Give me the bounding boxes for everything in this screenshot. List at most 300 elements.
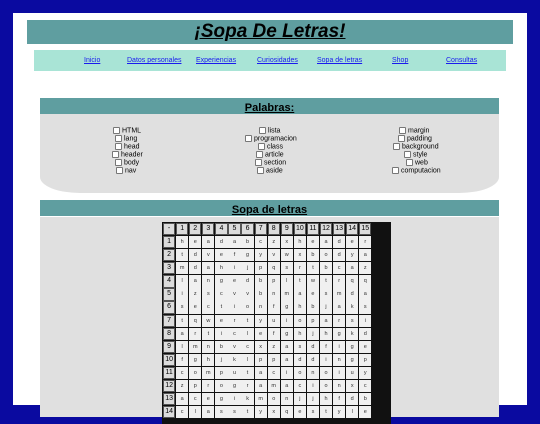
grid-letter-cell[interactable]: a <box>359 249 371 261</box>
word-label: head <box>124 143 140 151</box>
grid-letter-cell[interactable]: l <box>189 406 201 418</box>
grid-letter-cell[interactable]: j <box>320 301 332 313</box>
grid-letter-cell[interactable]: m <box>176 262 188 274</box>
words-section-header <box>40 98 499 114</box>
word-item[interactable] <box>392 135 441 143</box>
grid-letter-cell[interactable]: x <box>294 249 306 261</box>
grid-letter-cell[interactable]: q <box>268 262 280 274</box>
grid-letter-cell[interactable]: a <box>281 354 293 366</box>
grid-letter-cell[interactable]: i <box>228 262 240 274</box>
grid-letter-cell[interactable]: j <box>307 328 319 340</box>
grid-column-header: 14 <box>346 223 358 235</box>
grid-letter-cell[interactable]: m <box>189 341 201 353</box>
grid-letter-cell[interactable]: h <box>294 328 306 340</box>
grid-letter-cell[interactable]: i <box>333 367 345 379</box>
page <box>13 13 527 416</box>
word-checkbox[interactable] <box>393 143 400 150</box>
word-checkbox[interactable] <box>392 167 399 174</box>
grid-letter-cell[interactable]: a <box>202 236 214 248</box>
word-label: web <box>415 159 428 167</box>
word-checkbox[interactable] <box>255 159 262 166</box>
grid-letter-cell[interactable]: n <box>281 393 293 405</box>
grid-letter-cell[interactable]: d <box>333 249 345 261</box>
word-checkbox[interactable] <box>258 143 265 150</box>
grid-letter-cell[interactable]: b <box>307 301 319 313</box>
grid-letter-cell[interactable]: b <box>359 393 371 405</box>
grid-letter-cell[interactable]: s <box>294 341 306 353</box>
grid-panel <box>40 217 499 417</box>
grid-letter-cell[interactable]: a <box>189 275 201 287</box>
grid-letter-cell[interactable]: l <box>346 406 358 418</box>
grid-letter-cell[interactable]: b <box>241 236 253 248</box>
grid-letter-cell[interactable]: g <box>189 354 201 366</box>
grid-letter-cell[interactable]: d <box>189 249 201 261</box>
grid-letter-cell[interactable]: f <box>176 354 188 366</box>
grid-letter-cell[interactable]: a <box>333 301 345 313</box>
grid-letter-cell[interactable]: p <box>307 315 319 327</box>
word-item[interactable] <box>392 167 441 175</box>
grid-letter-cell[interactable]: u <box>228 367 240 379</box>
grid-row <box>163 249 390 261</box>
word-label: programacion <box>254 135 297 143</box>
grid-letter-cell[interactable]: c <box>176 367 188 379</box>
nav-link-curiosidades[interactable]: Curiosidades <box>257 57 298 64</box>
grid-letter-cell[interactable]: x <box>281 236 293 248</box>
word-checkbox[interactable] <box>259 127 266 134</box>
grid-letter-cell[interactable]: r <box>189 328 201 340</box>
grid-letter-cell[interactable]: o <box>268 393 280 405</box>
grid-letter-cell[interactable]: o <box>241 301 253 313</box>
word-label: body <box>124 159 140 167</box>
word-item[interactable] <box>245 167 297 175</box>
grid-letter-cell[interactable]: g <box>281 301 293 313</box>
grid-letter-cell[interactable]: m <box>268 380 280 392</box>
word-label: lista <box>268 127 281 135</box>
word-item[interactable] <box>112 159 143 167</box>
grid-row <box>163 275 390 287</box>
grid-letter-cell[interactable]: v <box>228 341 240 353</box>
word-checkbox[interactable] <box>112 151 119 158</box>
grid-letter-cell[interactable]: p <box>189 380 201 392</box>
word-item[interactable] <box>112 151 143 159</box>
grid-letter-cell[interactable]: s <box>359 301 371 313</box>
grid-letter-cell[interactable]: d <box>333 236 345 248</box>
nav-link-consultas[interactable]: Consultas <box>446 57 478 64</box>
grid-letter-cell[interactable]: i <box>176 288 188 300</box>
grid-letter-cell[interactable]: l <box>281 275 293 287</box>
grid-letter-cell[interactable]: i <box>281 367 293 379</box>
nav-link-inicio[interactable]: Inicio <box>84 57 101 64</box>
grid-letter-cell[interactable]: h <box>176 236 188 248</box>
grid-letter-cell[interactable]: e <box>215 315 227 327</box>
grid-letter-cell[interactable]: a <box>176 328 188 340</box>
grid-row <box>163 341 390 353</box>
word-label: style <box>413 151 428 159</box>
word-label: margin <box>408 127 430 135</box>
word-checkbox[interactable] <box>398 135 405 142</box>
grid-column-header: 5 <box>228 223 240 235</box>
grid-letter-cell[interactable]: c <box>268 367 280 379</box>
grid-letter-cell[interactable]: a <box>346 262 358 274</box>
grid-letter-cell[interactable]: p <box>359 354 371 366</box>
grid-letter-cell[interactable]: b <box>215 341 227 353</box>
grid-letter-cell[interactable]: f <box>228 249 240 261</box>
grid-letter-cell[interactable]: r <box>333 275 345 287</box>
grid-letter-cell[interactable]: d <box>359 328 371 340</box>
grid-letter-cell[interactable]: e <box>307 236 319 248</box>
word-checkbox[interactable] <box>115 143 122 150</box>
grid-row-header: 11 <box>163 367 175 379</box>
grid-letter-cell[interactable]: v <box>268 249 280 261</box>
grid-letter-cell[interactable]: o <box>294 315 306 327</box>
word-checkbox[interactable] <box>406 159 413 166</box>
grid-letter-cell[interactable]: b <box>307 249 319 261</box>
nav-link-experiencias[interactable]: Experiencias <box>196 57 237 64</box>
grid-letter-cell[interactable]: c <box>255 236 267 248</box>
grid-letter-cell[interactable]: p <box>268 354 280 366</box>
grid-letter-cell[interactable]: d <box>307 341 319 353</box>
grid-letter-cell[interactable]: k <box>346 301 358 313</box>
grid-letter-cell[interactable]: h <box>215 262 227 274</box>
grid-letter-cell[interactable]: a <box>255 367 267 379</box>
nav-link-sopa-de-letras[interactable]: Sopa de letras <box>317 57 363 64</box>
grid-letter-cell[interactable]: t <box>320 406 332 418</box>
grid-row-header: 9 <box>163 341 175 353</box>
grid-letter-cell[interactable]: t <box>241 315 253 327</box>
grid-letter-cell[interactable]: g <box>241 249 253 261</box>
grid-letter-cell[interactable]: i <box>307 380 319 392</box>
grid-letter-cell[interactable]: s <box>320 288 332 300</box>
grid-letter-cell[interactable]: a <box>255 380 267 392</box>
grid-letter-cell[interactable]: w <box>202 315 214 327</box>
grid-letter-cell[interactable]: y <box>346 249 358 261</box>
grid-letter-cell[interactable]: f <box>333 393 345 405</box>
grid-row <box>163 328 390 340</box>
grid-letter-cell[interactable]: l <box>241 328 253 340</box>
grid-letter-cell[interactable]: a <box>320 315 332 327</box>
grid-letter-cell[interactable]: j <box>307 393 319 405</box>
grid-letter-cell[interactable]: i <box>359 315 371 327</box>
grid-letter-cell[interactable]: o <box>320 249 332 261</box>
grid-letter-cell[interactable]: w <box>307 275 319 287</box>
nav-link-datos-personales[interactable]: Datos personales <box>127 57 182 64</box>
grid-column-header: 15 <box>359 223 371 235</box>
grid-letter-cell[interactable]: p <box>215 367 227 379</box>
grid-letter-cell[interactable]: d <box>215 236 227 248</box>
grid-letter-cell[interactable]: c <box>359 380 371 392</box>
grid-letter-cell[interactable]: x <box>268 406 280 418</box>
grid-letter-cell[interactable]: s <box>281 262 293 274</box>
grid-letter-cell[interactable]: z <box>268 341 280 353</box>
grid-letter-cell[interactable]: n <box>333 354 345 366</box>
grid-letter-cell[interactable]: s <box>202 288 214 300</box>
grid-letter-cell[interactable]: e <box>294 406 306 418</box>
grid-column-header: 8 <box>268 223 280 235</box>
grid-letter-cell[interactable]: c <box>241 341 253 353</box>
word-item[interactable] <box>392 143 441 151</box>
grid-letter-cell[interactable]: c <box>202 301 214 313</box>
word-checkbox[interactable] <box>257 167 264 174</box>
grid-letter-cell[interactable]: m <box>255 393 267 405</box>
grid-letter-cell[interactable]: c <box>294 380 306 392</box>
grid-letter-cell[interactable]: c <box>176 406 188 418</box>
grid-row-header: 12 <box>163 380 175 392</box>
grid-letter-cell[interactable]: o <box>189 367 201 379</box>
grid-letter-cell[interactable]: i <box>320 354 332 366</box>
nav-bar <box>34 50 506 71</box>
grid-letter-cell[interactable]: b <box>255 288 267 300</box>
letter-grid <box>162 222 391 424</box>
grid-letter-cell[interactable]: i <box>228 301 240 313</box>
word-checkbox[interactable] <box>115 159 122 166</box>
grid-letter-cell[interactable]: e <box>228 275 240 287</box>
grid-letter-cell[interactable]: k <box>241 393 253 405</box>
grid-letter-cell[interactable]: y <box>255 406 267 418</box>
grid-letter-cell[interactable]: l <box>241 354 253 366</box>
grid-letter-cell[interactable]: r <box>228 315 240 327</box>
grid-letter-cell[interactable]: j <box>294 393 306 405</box>
grid-letter-cell[interactable]: l <box>176 341 188 353</box>
grid-letter-cell[interactable]: g <box>346 341 358 353</box>
grid-letter-cell[interactable]: a <box>228 236 240 248</box>
grid-letter-cell[interactable]: x <box>255 341 267 353</box>
grid-letter-cell[interactable]: r <box>202 380 214 392</box>
grid-letter-cell[interactable]: h <box>320 328 332 340</box>
grid-letter-cell[interactable]: s <box>307 406 319 418</box>
grid-row <box>163 367 390 379</box>
grid-row <box>163 301 390 313</box>
grid-row-header: 2 <box>163 249 175 261</box>
grid-row-header: 10 <box>163 354 175 366</box>
word-item[interactable] <box>245 135 297 143</box>
grid-letter-cell[interactable]: t <box>176 249 188 261</box>
word-label: HTML <box>122 127 142 135</box>
grid-letter-cell[interactable]: m <box>202 367 214 379</box>
grid-letter-cell[interactable]: d <box>294 354 306 366</box>
grid-letter-cell[interactable]: p <box>255 354 267 366</box>
grid-letter-cell[interactable]: n <box>202 341 214 353</box>
word-checkbox[interactable] <box>404 151 411 158</box>
grid-letter-cell[interactable]: n <box>255 301 267 313</box>
grid-letter-cell[interactable]: d <box>307 354 319 366</box>
word-item[interactable] <box>245 151 297 159</box>
grid-letter-cell[interactable]: d <box>189 262 201 274</box>
grid-letter-cell[interactable]: h <box>294 236 306 248</box>
grid-letter-cell[interactable]: t <box>176 315 188 327</box>
grid-letter-cell[interactable]: t <box>294 275 306 287</box>
grid-row-header: 8 <box>163 328 175 340</box>
word-item[interactable] <box>392 127 441 135</box>
word-item[interactable] <box>245 143 297 151</box>
grid-letter-cell[interactable]: o <box>320 380 332 392</box>
grid-letter-cell[interactable]: a <box>281 341 293 353</box>
grid-row-header: 5 <box>163 288 175 300</box>
word-item[interactable] <box>112 135 143 143</box>
grid-row-header: 6 <box>163 301 175 313</box>
grid-letter-cell[interactable]: o <box>294 367 306 379</box>
grid-letter-cell[interactable]: z <box>359 262 371 274</box>
grid-letter-cell[interactable]: o <box>320 367 332 379</box>
word-checkbox[interactable] <box>256 151 263 158</box>
grid-letter-cell[interactable]: y <box>255 249 267 261</box>
grid-letter-cell[interactable]: g <box>346 354 358 366</box>
grid-letter-cell[interactable]: m <box>333 288 345 300</box>
grid-letter-cell[interactable]: a <box>320 236 332 248</box>
grid-letter-cell[interactable]: q <box>346 275 358 287</box>
grid-letter-cell[interactable]: n <box>202 275 214 287</box>
grid-letter-cell[interactable]: z <box>268 236 280 248</box>
grid-letter-cell[interactable]: r <box>333 315 345 327</box>
grid-letter-cell[interactable]: g <box>228 380 240 392</box>
grid-letter-cell[interactable]: l <box>176 275 188 287</box>
grid-row-header: 7 <box>163 315 175 327</box>
grid-column-header: 13 <box>333 223 345 235</box>
grid-letter-cell[interactable]: p <box>255 262 267 274</box>
grid-letter-cell[interactable]: c <box>189 393 201 405</box>
grid-letter-cell[interactable]: f <box>268 301 280 313</box>
grid-letter-cell[interactable]: h <box>320 393 332 405</box>
grid-letter-cell[interactable]: s <box>228 406 240 418</box>
grid-row <box>163 262 390 274</box>
grid-letter-cell[interactable]: q <box>281 406 293 418</box>
grid-letter-cell[interactable]: a <box>202 262 214 274</box>
grid-letter-cell[interactable]: s <box>176 301 188 313</box>
grid-column-header: 3 <box>202 223 214 235</box>
grid-letter-cell[interactable]: c <box>215 288 227 300</box>
grid-letter-cell[interactable]: c <box>333 262 345 274</box>
grid-letter-cell[interactable]: t <box>202 328 214 340</box>
grid-letter-cell[interactable]: i <box>228 393 240 405</box>
grid-letter-cell[interactable]: g <box>215 393 227 405</box>
grid-letter-cell[interactable]: b <box>255 275 267 287</box>
word-item[interactable] <box>392 159 441 167</box>
grid-letter-cell[interactable]: e <box>189 301 201 313</box>
grid-letter-cell[interactable]: r <box>294 262 306 274</box>
grid-letter-cell[interactable]: r <box>359 236 371 248</box>
word-label: nav <box>125 167 137 175</box>
grid-letter-cell[interactable]: v <box>202 249 214 261</box>
word-label: header <box>121 151 143 159</box>
grid-letter-cell[interactable]: z <box>176 380 188 392</box>
grid-letter-cell[interactable]: e <box>359 341 371 353</box>
word-item[interactable] <box>112 167 143 175</box>
grid-letter-cell[interactable]: s <box>215 406 227 418</box>
grid-letter-cell[interactable]: t <box>215 301 227 313</box>
grid-letter-cell[interactable]: m <box>281 288 293 300</box>
grid-letter-cell[interactable]: i <box>215 328 227 340</box>
grid-letter-cell[interactable]: y <box>333 406 345 418</box>
grid-letter-cell[interactable]: r <box>241 380 253 392</box>
grid-letter-cell[interactable]: g <box>215 275 227 287</box>
grid-column-header: 7 <box>255 223 267 235</box>
grid-letter-cell[interactable]: u <box>346 367 358 379</box>
grid-letter-cell[interactable]: z <box>189 288 201 300</box>
grid-letter-cell[interactable]: e <box>202 393 214 405</box>
grid-letter-cell[interactable]: w <box>281 249 293 261</box>
grid-letter-cell[interactable]: a <box>176 393 188 405</box>
grid-letter-cell[interactable]: a <box>359 288 371 300</box>
grid-letter-cell[interactable]: k <box>228 354 240 366</box>
grid-letter-cell[interactable]: e <box>359 406 371 418</box>
grid-letter-cell[interactable]: a <box>294 288 306 300</box>
grid-letter-cell[interactable]: e <box>346 236 358 248</box>
grid-row <box>163 236 390 248</box>
grid-letter-cell[interactable]: h <box>294 301 306 313</box>
grid-letter-cell[interactable]: i <box>333 341 345 353</box>
grid-letter-cell[interactable]: t <box>307 262 319 274</box>
grid-letter-cell[interactable]: d <box>346 288 358 300</box>
grid-letter-cell[interactable]: d <box>346 393 358 405</box>
grid-letter-cell[interactable]: o <box>215 380 227 392</box>
word-column-2 <box>245 127 297 175</box>
grid-letter-cell[interactable]: y <box>359 367 371 379</box>
grid-letter-cell[interactable]: t <box>320 275 332 287</box>
word-item[interactable] <box>245 159 297 167</box>
grid-letter-cell[interactable]: a <box>202 406 214 418</box>
grid-letter-cell[interactable]: t <box>241 406 253 418</box>
grid-letter-cell[interactable]: n <box>307 367 319 379</box>
grid-letter-cell[interactable]: h <box>202 354 214 366</box>
grid-letter-cell[interactable]: n <box>333 380 345 392</box>
grid-letter-cell[interactable]: e <box>307 288 319 300</box>
grid-letter-cell[interactable]: y <box>255 315 267 327</box>
grid-letter-cell[interactable]: v <box>228 288 240 300</box>
grid-letter-cell[interactable]: u <box>268 315 280 327</box>
grid-letter-cell[interactable]: e <box>215 249 227 261</box>
grid-letter-cell[interactable]: t <box>241 367 253 379</box>
word-checkbox[interactable] <box>115 135 122 142</box>
grid-letter-cell[interactable]: j <box>215 354 227 366</box>
grid-letter-cell[interactable]: q <box>189 315 201 327</box>
grid-row <box>163 380 390 392</box>
grid-letter-cell[interactable]: k <box>346 328 358 340</box>
grid-letter-cell[interactable]: g <box>333 328 345 340</box>
grid-letter-cell[interactable]: b <box>320 262 332 274</box>
grid-letter-cell[interactable]: f <box>268 328 280 340</box>
grid-letter-cell[interactable]: e <box>189 236 201 248</box>
grid-letter-cell[interactable]: i <box>281 315 293 327</box>
grid-letter-cell[interactable]: v <box>241 288 253 300</box>
grid-row <box>163 288 390 300</box>
word-item[interactable] <box>392 151 441 159</box>
word-checkbox[interactable] <box>113 127 120 134</box>
grid-letter-cell[interactable]: a <box>281 380 293 392</box>
word-checkbox[interactable] <box>399 127 406 134</box>
grid-letter-cell[interactable]: p <box>268 275 280 287</box>
word-item[interactable] <box>245 127 297 135</box>
word-checkbox[interactable] <box>245 135 252 142</box>
word-checkbox[interactable] <box>116 167 123 174</box>
grid-letter-cell[interactable]: d <box>241 275 253 287</box>
word-item[interactable] <box>112 127 143 135</box>
grid-row-header: 1 <box>163 236 175 248</box>
grid-row <box>163 406 390 418</box>
grid-letter-cell[interactable]: g <box>281 328 293 340</box>
word-column-1 <box>112 127 143 175</box>
nav-link-shop[interactable]: Shop <box>392 57 409 64</box>
grid-letter-cell[interactable]: c <box>228 328 240 340</box>
grid-letter-cell[interactable]: x <box>346 380 358 392</box>
words-section-title: Palabras: <box>244 102 295 114</box>
grid-letter-cell[interactable]: f <box>320 341 332 353</box>
grid-letter-cell[interactable]: s <box>346 315 358 327</box>
grid-letter-cell[interactable]: n <box>268 288 280 300</box>
grid-letter-cell[interactable]: q <box>359 275 371 287</box>
grid-letter-cell[interactable]: j <box>241 262 253 274</box>
grid-row <box>163 393 390 405</box>
word-item[interactable] <box>112 143 143 151</box>
grid-letter-cell[interactable]: e <box>255 328 267 340</box>
